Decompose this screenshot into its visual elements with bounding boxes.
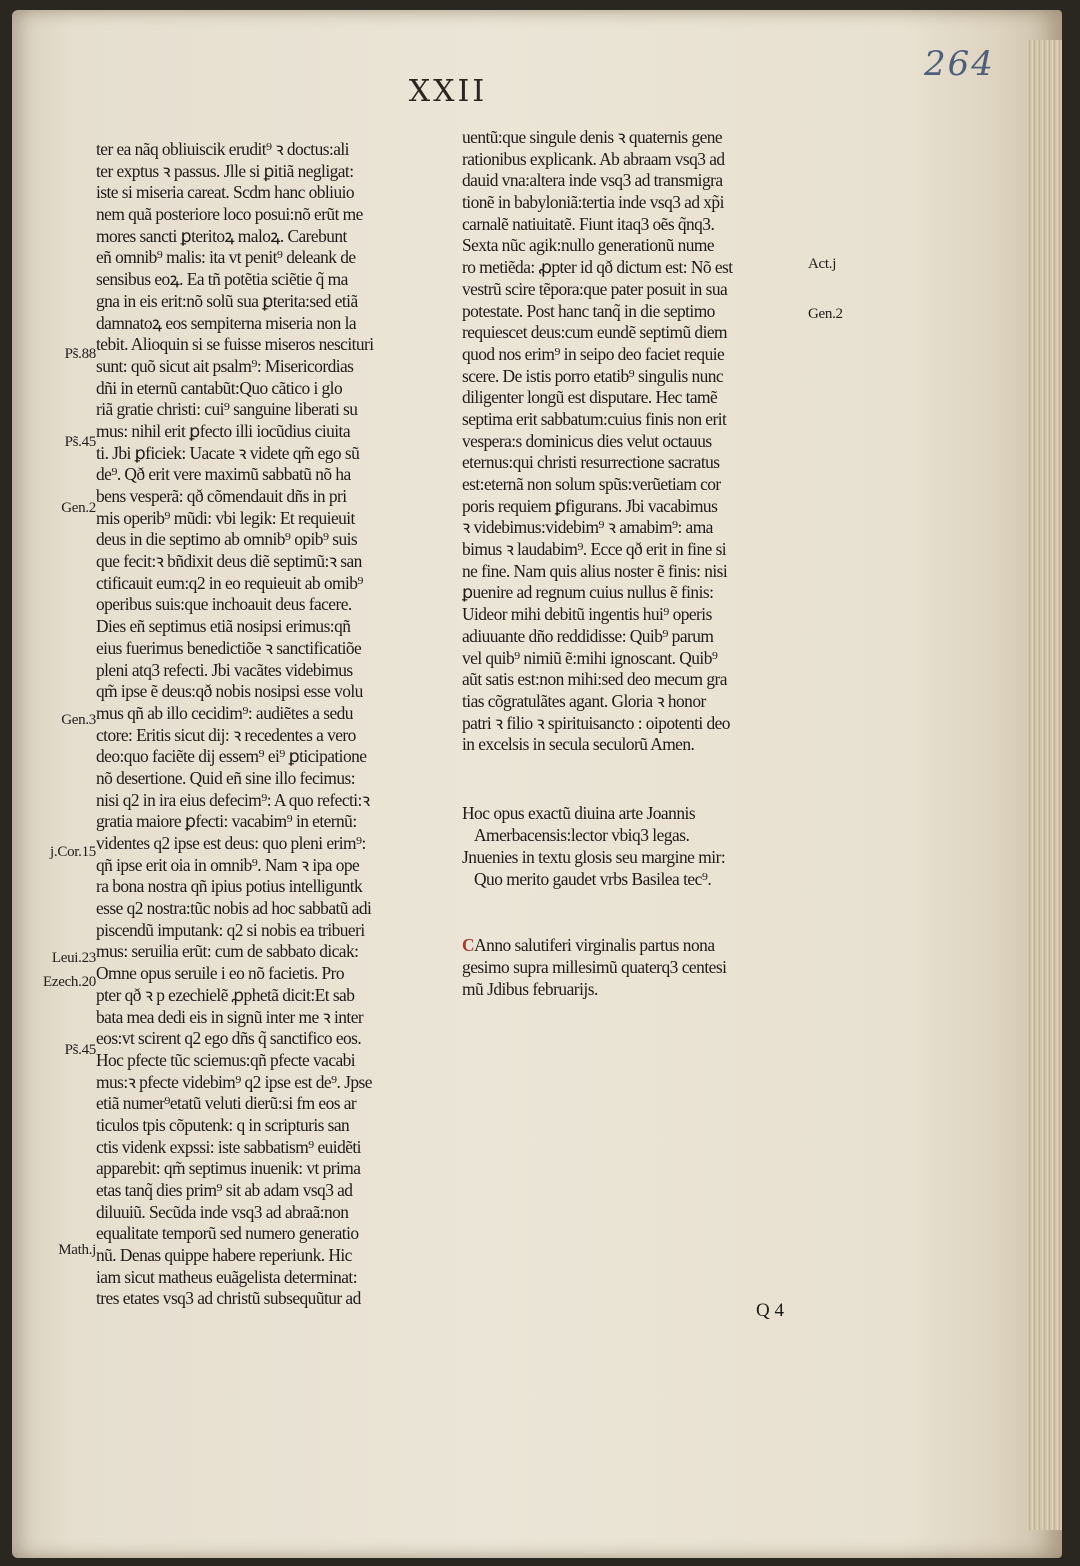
text-line: piscendũ imputank: q2 si nobis ea tribueri — [96, 919, 365, 940]
text-line: septima erit sabbatum:cuius finis non erit — [462, 408, 727, 429]
text-line: mus: nihil erit ꝑfecto illi iocũdius ciuita — [96, 420, 350, 441]
text-line: vestrũ scire tẽpora:que pater posuit in sua — [462, 278, 728, 299]
margin-ref: Gen.2 — [61, 500, 96, 516]
text-line: iste si miseria careat. Scdm hanc obliuio — [96, 182, 355, 203]
text-line: Hoc pfecte tũc sciemus:qñ pfecte vacabi — [96, 1049, 356, 1070]
margin-ref: Leui.23 — [51, 950, 96, 966]
date-line: mũ Jdibus februarijs. — [462, 979, 598, 999]
signature-mark: Q 4 — [756, 1300, 784, 1321]
text-line: Sexta nũc agik:nullo generationũ nume — [462, 235, 715, 256]
text-line: scere. De istis porro etatib⁹ singulis nunc — [462, 365, 724, 386]
text-line: eos:vt scirent q2 ego dñs q̃ sanctifico eos. — [96, 1028, 362, 1049]
text-line: in excelsis in secula seculorũ Amen. — [462, 734, 695, 755]
text-line: dauid vna:altera inde vsq3 ad transmigra — [462, 170, 723, 191]
text-line: gna in eis erit:nõ solũ sua ꝑterita:sed etiã — [96, 290, 358, 311]
text-line: eius fuerimus benedictiõe ꝛ sanctificatiõe — [96, 637, 362, 658]
colophon-line: Hoc opus exactũ diuina arte Joannis — [462, 803, 696, 823]
text-line: uentũ:que singule denis ꝛ quaternis gene — [462, 127, 723, 147]
text-line: sunt: quõ sicut ait psalm⁹: Misericordias — [96, 355, 354, 376]
page-edge — [1026, 40, 1062, 1530]
text-line: pleni atq3 refecti. Jbi vacãtes videbimus — [96, 659, 353, 680]
text-line: tebit. Alioquin si se fuisse miseros nescituri — [96, 334, 374, 355]
text-line: equalitate temporũ sed numero generatio — [96, 1223, 359, 1244]
date-line: gesimo supra millesimũ quaterq3 centesi — [462, 957, 727, 977]
text-line: apparebit: qm̃ septimus inuenik: vt prima — [96, 1158, 361, 1179]
text-line: gratia maiore ꝑfecti: vacabim⁹ in eternũ: — [96, 811, 357, 832]
text-line: aũt satis est:non mihi:sed deo mecum gra — [462, 669, 727, 690]
text-line: bimus ꝛ laudabim⁹. Ecce qð erit in fine si — [462, 539, 727, 560]
text-line: riã gratie christi: cui⁹ sanguine liberati su — [96, 399, 358, 420]
text-line: pter qð ꝛ p ezechielẽ ꝓphetã dicit:Et sab — [96, 984, 355, 1005]
date-text: Anno salutiferi virginalis partus nona — [474, 935, 715, 955]
colophon-line: Amerbacensis:lector vbiq3 legas. — [474, 825, 690, 845]
text-line: est:eternã non solum spũs:verũetiam cor — [462, 474, 721, 494]
text-line: tres etates vsq3 ad christũ subsequũtur ad — [96, 1288, 361, 1309]
text-line: etiã numer⁹etatũ veluti dierũ:si fm eos ar — [96, 1093, 357, 1114]
text-line: eñ omnib⁹ malis: ita vt penit⁹ deleank de — [96, 247, 356, 268]
text-line: ticulos tpis cõputenk: q in scripturis san — [96, 1114, 350, 1135]
text-line: damnatoꝝ eos sempiterna miseria non la — [96, 312, 357, 333]
margin-ref: Ps̃.88 — [64, 346, 96, 362]
text-line: qm̃ ipse ẽ deus:qð nobis nosipsi esse volu — [96, 681, 363, 702]
text-line: ti. Jbi ꝑficiek: Uacate ꝛ videte qm̃ ego sũ — [96, 442, 360, 463]
text-line: potestate. Post hanc tanq̃ in die septimo — [462, 300, 715, 321]
colophon-line: Jnuenies in textu glosis seu margine mir: — [462, 847, 726, 867]
text-line: requiescet deus:cum eundẽ septimũ diem — [462, 322, 727, 343]
colophon-line: Quo merito gaudet vrbs Basilea tec⁹. — [474, 869, 712, 889]
text-line: vespera:s dominicus dies velut octauus — [462, 430, 712, 451]
text-line: deus in die septimo ab omnib⁹ opib⁹ suis — [96, 529, 358, 550]
text-line: ctore: Eritis sicut dij: ꝛ recedentes a vero — [96, 724, 356, 745]
text-line: sensibus eoꝝ. Ea tñ potẽtia sciẽtie q̃ ma — [96, 269, 348, 290]
text-line: diligenter longũ est disputare. Hec tamẽ — [462, 387, 718, 408]
text-line: tias cõgratulãtes agant. Gloria ꝛ honor — [462, 690, 706, 711]
text-line: videntes q2 ipse est deus: quo pleni erim⁹: — [96, 833, 366, 853]
folio-number: XXII — [408, 74, 488, 109]
text-line: Dies eñ septimus etiã nosipsi erimus:qñ — [96, 616, 351, 637]
text-line: ne fine. Nam quis alius noster ẽ finis: nisi — [462, 560, 728, 581]
text-line: que fecit:ꝛ bñdixit deus diẽ septimũ:ꝛ san — [96, 551, 362, 572]
text-line: nõ desertione. Quid eñ sine illo fecimus: — [96, 767, 356, 788]
margin-ref: Ezech.20 — [43, 974, 96, 990]
text-line: ꝑuenire ad regnum cuius nullus ẽ finis: — [462, 582, 714, 603]
date-line — [462, 934, 822, 956]
text-line: qñ ipse erit oia in omnib⁹. Nam ꝛ ipa ope — [96, 854, 360, 875]
text-line: quod nos erim⁹ in seipo deo faciet requie — [462, 343, 725, 364]
margin-ref: Gen.3 — [61, 712, 96, 728]
printing-date — [462, 934, 822, 1000]
text-line: bens vesperã: qð cõmendauit dñs in pri — [96, 486, 347, 506]
colophon — [462, 802, 822, 890]
text-line: deo:quo faciẽte dij essem⁹ ei⁹ ꝑticipatione — [96, 746, 367, 767]
text-line: ter exptus ꝛ passus. Jlle si ꝑitiã negligat: — [96, 160, 354, 181]
text-line: mores sancti ꝑteritoꝝ maloꝝ. Carebunt — [96, 225, 347, 246]
rubric-mark: C — [462, 935, 475, 955]
text-line: rationibus explicank. Ab abraam vsq3 ad — [462, 148, 725, 169]
text-line: poris requiem ꝑfigurans. Jbi vacabimus — [462, 495, 718, 516]
text-line: carnalẽ natiuitatẽ. Fiunt itaq3 oẽs q̃nq3. — [462, 213, 715, 234]
text-line: nisi q2 in ira eius defecim⁹: A quo refecti:ꝛ — [96, 789, 370, 810]
text-line: tionẽ in babyloniã:tertia inde vsq3 ad xp̃i — [462, 192, 724, 213]
text-line: vel quib⁹ nimiũ ẽ:mihi ignoscant. Quib⁹ — [462, 647, 718, 668]
text-line: mis operib⁹ mũdi: vbi legik: Et requieuit — [96, 507, 355, 528]
text-line: de⁹. Qð erit vere maximũ sabbatũ nõ ha — [96, 464, 351, 485]
text-line: dñi in eternũ cantabũt:Quo cãtico i glo — [96, 377, 343, 398]
handwritten-page-number: 264 — [924, 44, 995, 84]
text-line: ꝛ videbimus:videbim⁹ ꝛ amabim⁹: ama — [462, 517, 713, 538]
text-line: operibus suis:que inchoauit deus facere. — [96, 594, 352, 615]
text-line: mus: seruilia erũt: cum de sabbato dicak: — [96, 941, 359, 962]
text-line: etas tanq̃ dies prim⁹ sit ab adam vsq3 ad — [96, 1180, 353, 1200]
left-text-column — [96, 139, 444, 1310]
text-line: eternus:qui christi resurrectione sacratus — [462, 452, 720, 473]
text-line: mus:ꝛ pfecte videbim⁹ q2 ipse est de⁹. Jpse — [96, 1071, 372, 1092]
text-line: ctificauit eum:q2 in eo requieuit ab omib⁹ — [96, 572, 363, 593]
text-line: iam sicut matheus euãgelista determinat: — [96, 1266, 357, 1287]
text-line: Omne opus seruile i eo nõ facietis. Pro — [96, 963, 345, 984]
book-page — [12, 10, 1062, 1558]
margin-ref: Ps̃.45 — [64, 434, 96, 450]
text-line: esse q2 nostra:tũc nobis ad hoc sabbatũ adi — [96, 898, 372, 919]
right-text-column — [462, 127, 814, 756]
text-line: Uideor mihi debitũ ingentis hui⁹ operis — [462, 604, 712, 625]
margin-ref: Gen.2 — [808, 306, 843, 322]
margin-ref: j.Cor.15 — [50, 844, 96, 860]
text-line: nem quã posteriore loco posui:nõ erũt me — [96, 204, 363, 225]
margin-ref: Act.j — [808, 256, 837, 272]
text-line: mus qñ ab illo cecidim⁹: audiẽtes a sedu — [96, 702, 353, 723]
text-line: bata mea dedi eis in signũ inter me ꝛ inter — [96, 1006, 364, 1027]
margin-ref: Ps̃.45 — [64, 1042, 96, 1058]
text-line: ra bona nostra qñ ipius potius intelliguntk — [96, 876, 363, 897]
text-line: patri ꝛ filio ꝛ spirituisancto : oipotenti deo — [462, 712, 730, 733]
margin-ref: Math.j — [58, 1242, 96, 1258]
text-line: ro metiẽda: ꝓpter id qð dictum est: Nõ est — [462, 257, 733, 278]
text-line: ctis videnk expssi: iste sabbatism⁹ euidẽti — [96, 1136, 361, 1157]
text-line: diluuiũ. Secũda inde vsq3 ad abraã:non — [96, 1201, 349, 1222]
text-line: nũ. Denas quippe habere reperiunk. Hic — [96, 1245, 352, 1266]
text-line: ter ea nãq obliuiscik erudit⁹ ꝛ doctus:ali — [96, 139, 349, 159]
text-line: adiuuante dño reddidisse: Quib⁹ parum — [462, 625, 714, 646]
